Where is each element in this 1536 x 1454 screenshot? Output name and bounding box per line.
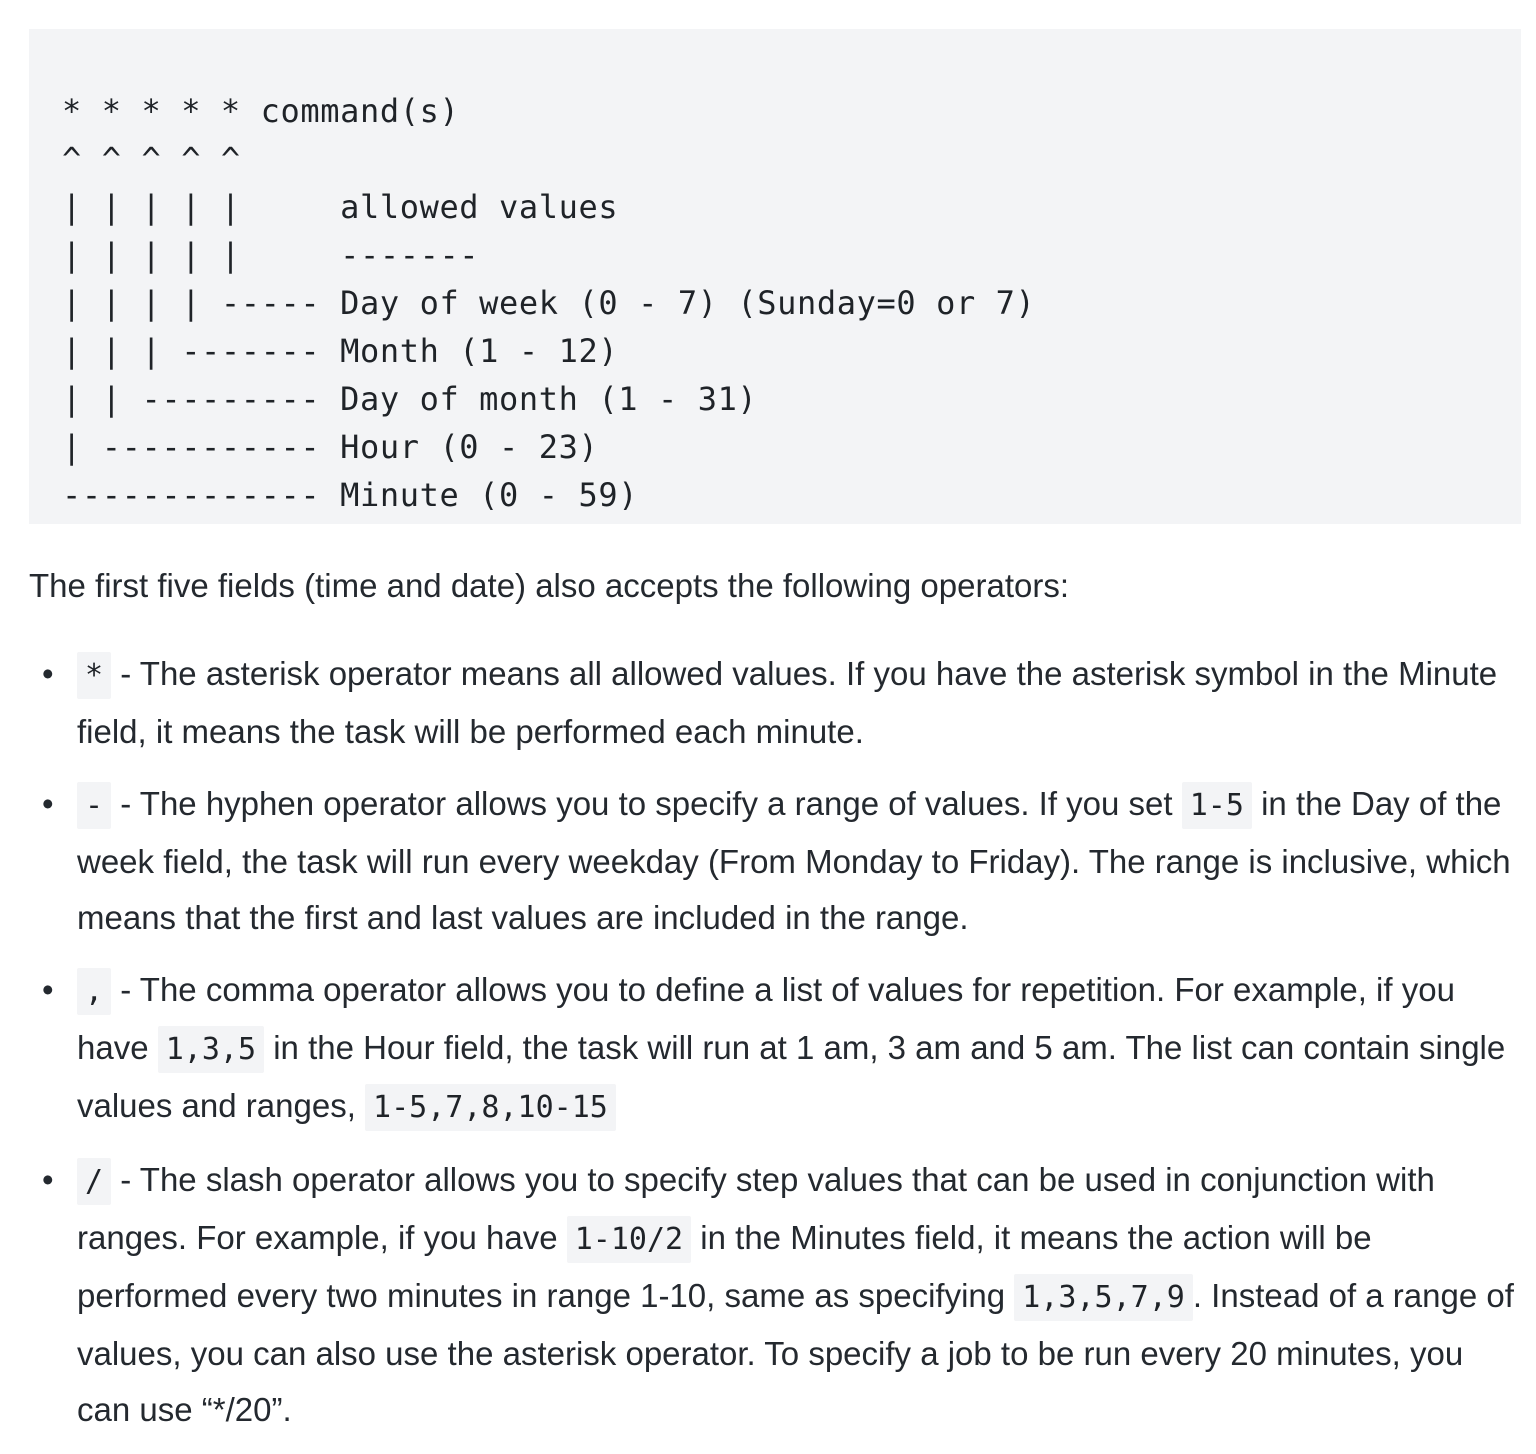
code-line-hour: | ----------- Hour (0 - 23) bbox=[62, 428, 599, 466]
inline-code-example: 1,3,5 bbox=[158, 1026, 264, 1073]
code-line-day-of-month: | | --------- Day of month (1 - 31) bbox=[62, 380, 758, 418]
operator-symbol-code: - bbox=[77, 782, 111, 829]
crontab-syntax-code-block bbox=[29, 29, 1521, 524]
bullet-icon: • bbox=[42, 971, 54, 1008]
operator-description-text: - The slash operator allows you to specify step values that can be used in conjunction with ranges. For example, if you have bbox=[77, 1161, 1435, 1256]
bullet-icon: • bbox=[42, 785, 54, 822]
code-line-day-of-week: | | | | ----- Day of week (0 - 7) (Sunday=0 or 7) bbox=[62, 284, 1036, 322]
operator-description-text: in the Day of the week field, the task will run every weekday (From Monday to Friday). The range is inclusive, which means that the first and last values are included in the range. bbox=[77, 785, 1511, 936]
operator-description-text: - The comma operator allows you to define a list of values for repetition. For example, if you have bbox=[77, 971, 1455, 1066]
code-line-allowed-values: | | | | | allowed values bbox=[62, 188, 619, 226]
inline-code-example: 1-10/2 bbox=[567, 1216, 691, 1263]
inline-code-example: 1,3,5,7,9 bbox=[1014, 1274, 1193, 1321]
operator-item-hyphen bbox=[29, 776, 1524, 946]
operators-list bbox=[29, 646, 1524, 1454]
code-line-month: | | | ------- Month (1 - 12) bbox=[62, 332, 619, 370]
inline-code-example: 1-5 bbox=[1182, 782, 1252, 829]
operators-intro-paragraph: The first five fields (time and date) also accepts the following operators: bbox=[29, 567, 1069, 604]
code-line-carets: ^ ^ ^ ^ ^ bbox=[62, 140, 241, 178]
operator-item-slash bbox=[29, 1152, 1524, 1438]
operator-description-text: - The hyphen operator allows you to specify a range of values. If you set bbox=[111, 785, 1182, 822]
operator-description-text: - The asterisk operator means all allowed values. If you have the asterisk symbol in the Minute field, it means the task will be performed each minute. bbox=[77, 655, 1498, 750]
code-pre bbox=[62, 87, 1521, 519]
bullet-icon: • bbox=[42, 1161, 54, 1198]
bullet-icon: • bbox=[42, 655, 54, 692]
operator-description-text: in the Hour field, the task will run at 1 am, 3 am and 5 am. The list can contain single values and ranges, bbox=[77, 1029, 1506, 1124]
code-line-separator: | | | | | ------- bbox=[62, 236, 480, 274]
operator-item-comma bbox=[29, 962, 1524, 1136]
code-line-command: * * * * * command(s) bbox=[62, 92, 460, 130]
operator-symbol-code: / bbox=[77, 1158, 111, 1205]
operator-description-text: . Instead of a range of values, you can also use the asterisk operator. To specify a job to be run every 20 minutes, you can use “*/20”. bbox=[77, 1277, 1514, 1428]
operator-symbol-code: , bbox=[77, 968, 111, 1015]
inline-code-example: 1-5,7,8,10-15 bbox=[365, 1084, 616, 1131]
code-line-minute: ------------- Minute (0 - 59) bbox=[62, 476, 639, 514]
operator-item-asterisk bbox=[29, 646, 1524, 760]
operator-description-text: in the Minutes field, it means the action will be performed every two minutes in range 1-10, same as specifying bbox=[77, 1219, 1372, 1314]
operator-symbol-code: * bbox=[77, 652, 111, 699]
